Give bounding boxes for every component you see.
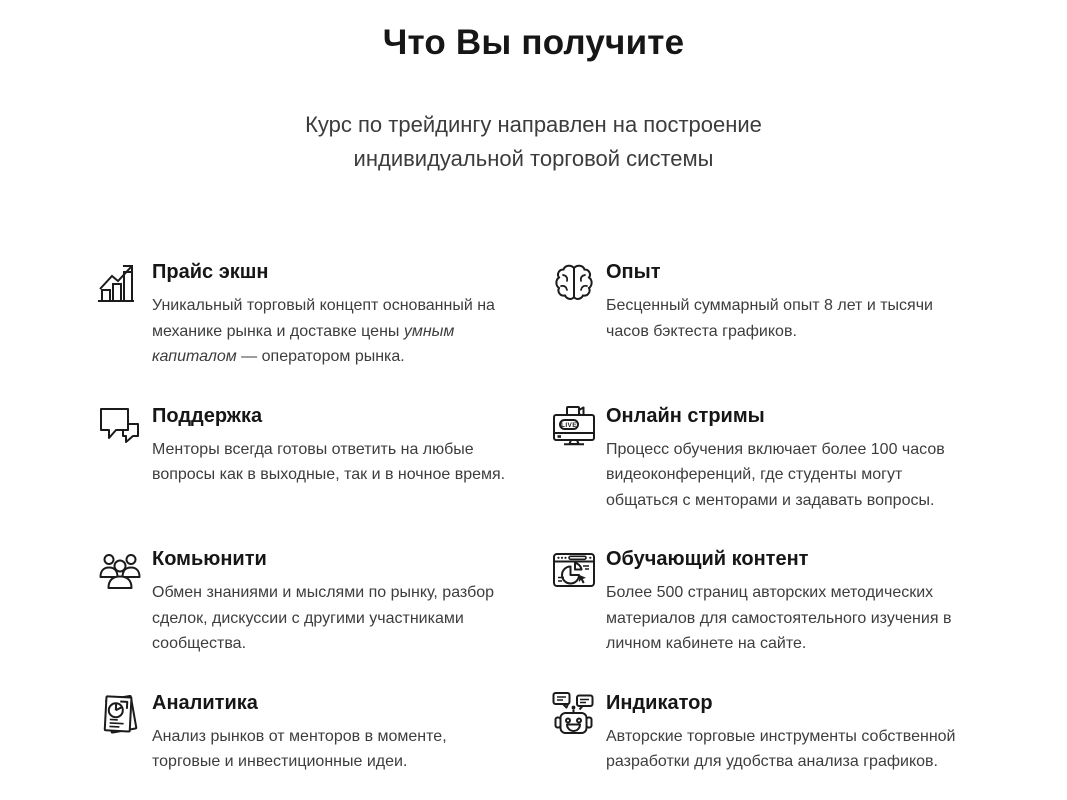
feature-title: Онлайн стримы (606, 404, 765, 427)
people-group-icon (96, 545, 144, 595)
feature-description: Более 500 страниц авторских методических материалов для самостоятельного изучения в личном кабинете на сайте. (606, 584, 952, 652)
feature-description: Процесс обучения включает более 100 часов видеоконференций, где студенты могут общаться с менторами и задавать вопросы. (606, 440, 945, 509)
feature-description: Бесценный суммарный опыт 8 лет и тысячи часов бэктеста графиков. (606, 297, 933, 340)
live-badge-label: LIVE (560, 421, 578, 429)
feature-learning-content (550, 547, 968, 657)
feature-title: Поддержка (152, 404, 263, 427)
feature-title: Обучающий контент (606, 548, 809, 570)
browser-pie-chart-icon (550, 545, 598, 595)
desc-text: Уникальный торговый концепт основанный на механике рынка и доставке цены (152, 297, 495, 340)
desc-italic-text: умным капиталом (152, 322, 455, 365)
stacked-documents-chart-icon (96, 689, 144, 739)
feature-description: Анализ рынков от менторов в моменте, торговые и инвестиционные идеи. (152, 727, 447, 770)
feature-price-action (96, 260, 514, 370)
feature-body (152, 404, 514, 488)
chat-bubbles-icon (96, 402, 144, 452)
feature-body (606, 547, 968, 657)
bar-chart-growth-icon (96, 258, 144, 308)
feature-title: Прайс экшн (152, 261, 269, 283)
feature-description (152, 293, 514, 370)
live-stream-monitor-icon (550, 402, 598, 452)
desc-text: — оператором рынка. (236, 348, 405, 365)
feature-community (96, 547, 514, 657)
feature-description: Менторы всегда готовы ответить на любые вопросы как в выходные, так и в ночное время. (152, 440, 506, 483)
feature-body (606, 691, 968, 775)
subtitle-line-2: индивидуальной торговой системы (353, 146, 714, 171)
feature-body (152, 547, 514, 657)
section-subtitle (0, 108, 1067, 176)
feature-body (152, 691, 514, 775)
feature-indicator (550, 691, 968, 775)
feature-body (152, 260, 514, 370)
feature-description: Авторские торговые инструменты собственной разработки для удобства анализа графиков. (606, 727, 956, 770)
feature-support (96, 404, 514, 514)
section-title: Что Вы получите (382, 23, 685, 62)
feature-body (606, 404, 968, 514)
feature-body (606, 260, 968, 344)
chatbot-robot-icon (550, 689, 598, 739)
feature-experience (550, 260, 968, 370)
feature-online-streams (550, 404, 968, 514)
features-grid (96, 260, 1067, 775)
feature-analytics (96, 691, 514, 775)
subtitle-line-1: Курс по трейдингу направлен на построение (305, 112, 762, 137)
feature-title: Аналитика (152, 691, 258, 714)
feature-title: Комьюнити (152, 548, 267, 570)
feature-title: Индикатор (606, 691, 713, 714)
brain-icon (550, 258, 598, 308)
feature-title: Опыт (606, 261, 661, 283)
feature-description: Обмен знаниями и мыслями по рынку, разбор сделок, дискуссии с другими участниками сообщества. (152, 584, 495, 652)
